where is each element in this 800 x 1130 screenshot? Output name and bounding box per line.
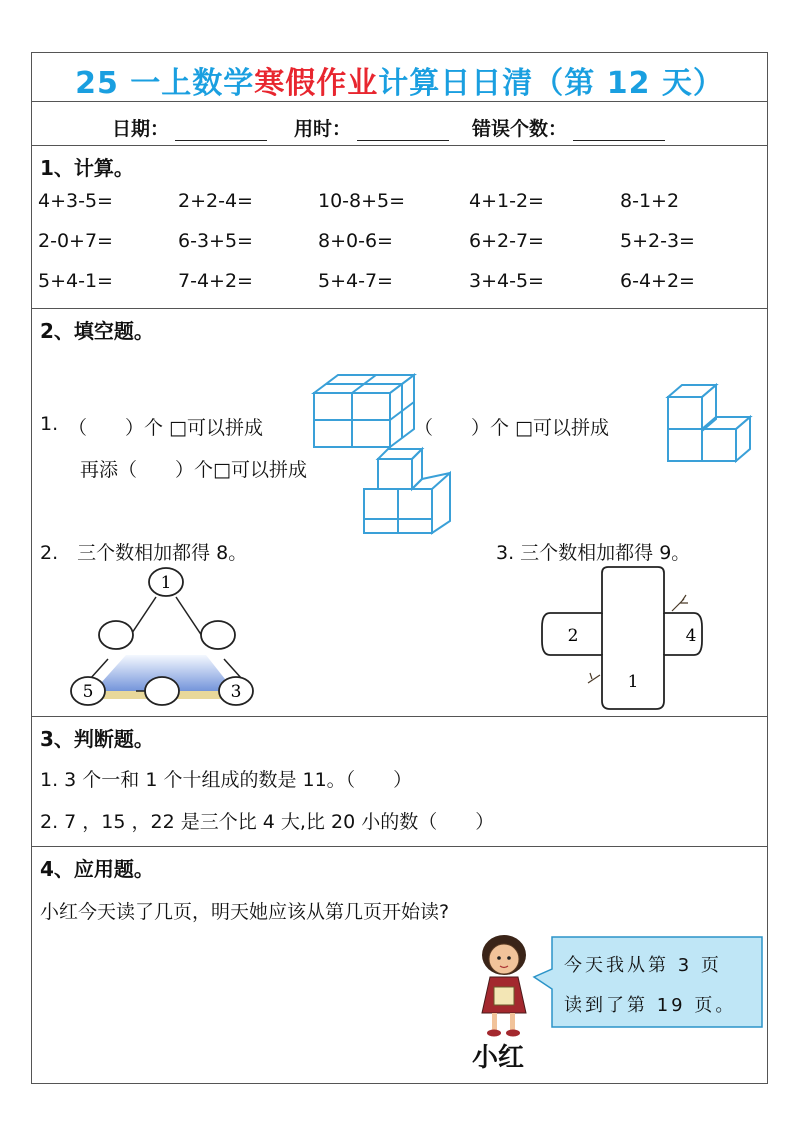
section-true-false xyxy=(32,717,767,847)
bubble-line-1: 今天我从第 3 页 xyxy=(564,955,722,976)
section-word-problem xyxy=(32,847,767,1083)
q3-text: 3. 三个数相加都得 9。 xyxy=(496,542,691,564)
errors-blank[interactable] xyxy=(573,120,665,141)
cross-left-number: 2 xyxy=(567,626,579,646)
problem: 7-4+2= xyxy=(178,270,253,292)
time-blank[interactable] xyxy=(357,120,449,141)
date-label: 日期： xyxy=(112,118,170,140)
worksheet xyxy=(31,52,768,1084)
section-2-title: 2、填空题。 xyxy=(40,319,154,343)
triangle-top-number: 1 xyxy=(160,573,172,593)
q1-number: 1. xyxy=(40,413,59,435)
girl-name: 小红 xyxy=(472,1043,525,1073)
twig-decoration xyxy=(588,595,688,683)
problem: 8+0-6= xyxy=(318,230,393,252)
errors-field xyxy=(472,114,665,141)
problem: 8-1+2 xyxy=(620,190,680,212)
section-4-title: 4、应用题。 xyxy=(40,857,154,881)
q1-part-b: （ ）个 □可以拼成 xyxy=(414,417,609,439)
q1-part-c: 再添（ ）个□可以拼成 xyxy=(80,459,307,481)
errors-label: 错误个数： xyxy=(472,118,568,140)
cube-steps-figure xyxy=(360,443,460,535)
circle-mid-left[interactable] xyxy=(99,621,133,649)
problem: 10-8+5= xyxy=(318,190,406,212)
time-label: 用时： xyxy=(294,118,352,140)
problem: 5+2-3= xyxy=(620,230,695,252)
cube-2x2x2-figure xyxy=(310,371,422,451)
cross-outline xyxy=(542,567,702,709)
section-1-title: 1、计算。 xyxy=(40,156,134,180)
problem: 3+4-5= xyxy=(469,270,544,292)
title-part-3: 计算日日清（第 12 天） xyxy=(378,66,724,101)
q2-text: 2. 三个数相加都得 8。 xyxy=(40,542,248,564)
problem: 4+3-5= xyxy=(38,190,113,212)
meta-row xyxy=(32,102,767,146)
cross-right-number: 4 xyxy=(685,626,697,646)
problem: 5+4-7= xyxy=(318,270,393,292)
circle-bottom-mid[interactable] xyxy=(145,677,179,705)
circle-mid-right[interactable] xyxy=(201,621,235,649)
problem: 6+2-7= xyxy=(469,230,544,252)
word-problem-question: 小红今天读了几页，明天她应该从第几页开始读? xyxy=(40,901,450,923)
title-row xyxy=(32,53,767,102)
problem: 5+4-1= xyxy=(38,270,113,292)
cross-bottom-number: 1 xyxy=(627,672,639,692)
q1-part-a: （ ）个 □可以拼成 xyxy=(68,417,263,439)
triangle-right-number: 3 xyxy=(230,682,242,702)
triangle-left-number: 5 xyxy=(82,682,94,702)
problem: 2+2-4= xyxy=(178,190,253,212)
cross-puzzle xyxy=(536,565,706,713)
title-part-1: 25 一上数学 xyxy=(75,66,255,101)
problem: 2-0+7= xyxy=(38,230,113,252)
problem: 6-4+2= xyxy=(620,270,695,292)
cube-tower-figure xyxy=(664,375,760,465)
section-calculation xyxy=(32,146,767,309)
bubble-line-2: 读到了第 19 页。 xyxy=(564,995,737,1016)
tf-question-1: 1. 3 个一和 1 个十组成的数是 11。（ ） xyxy=(40,769,413,791)
problem: 4+1-2= xyxy=(469,190,544,212)
date-blank[interactable] xyxy=(175,120,267,141)
problem: 6-3+5= xyxy=(178,230,253,252)
time-field xyxy=(294,114,449,141)
title-part-2: 寒假作业 xyxy=(254,66,379,101)
section-fill-blank xyxy=(32,309,767,717)
triangle-puzzle xyxy=(64,567,274,717)
section-3-title: 3、判断题。 xyxy=(40,727,154,751)
tf-question-2: 2. 7 ，15 ，22 是三个比 4 大,比 20 小的数（ ） xyxy=(40,811,495,833)
date-field xyxy=(112,114,267,141)
page-title xyxy=(32,58,767,102)
